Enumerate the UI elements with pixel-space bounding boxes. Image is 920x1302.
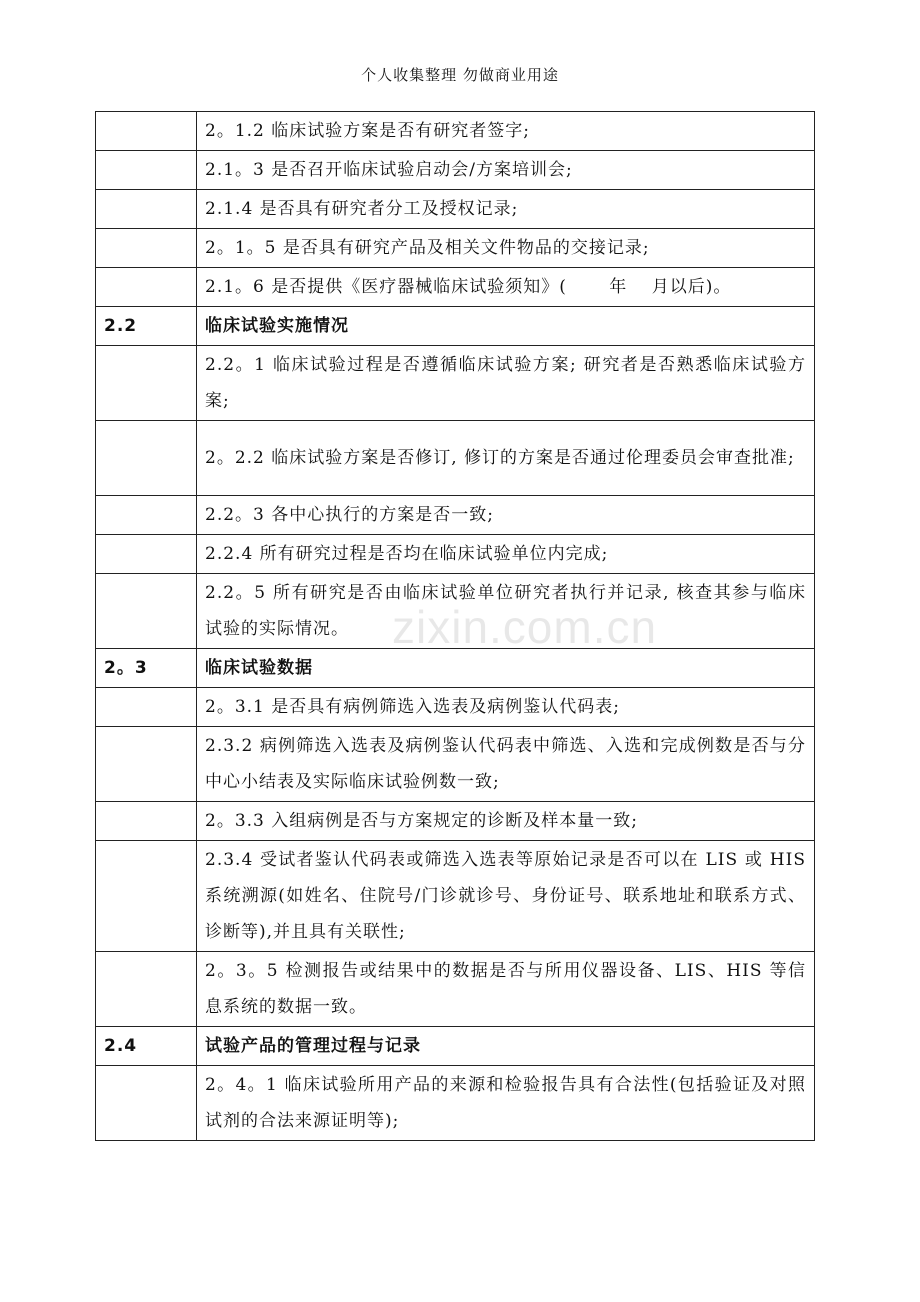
section-row [96, 1027, 815, 1066]
table-row [96, 151, 815, 190]
watermark: zixin.com.cn [392, 601, 658, 653]
item-number [96, 229, 197, 268]
item-text: 2.2。1 临床试验过程是否遵循临床试验方案; 研究者是否熟悉临床试验方案; [197, 346, 815, 421]
item-number [96, 574, 197, 649]
item-number [96, 190, 197, 229]
table-row [96, 841, 815, 952]
item-number [96, 268, 197, 307]
section-number: 2.4 [96, 1027, 197, 1066]
item-text: 2.1。6 是否提供《医疗器械临床试验须知》( 年 月以后)。 [197, 268, 815, 307]
item-number [96, 535, 197, 574]
item-text: 2.1。3 是否召开临床试验启动会/方案培训会; [197, 151, 815, 190]
item-number [96, 841, 197, 952]
table-row [96, 574, 815, 649]
item-text: 2.2。5 所有研究是否由临床试验单位研究者执行并记录, 核查其参与临床试验的实际情况。 [197, 574, 815, 649]
item-text: 2。1.2 临床试验方案是否有研究者签字; [197, 112, 815, 151]
item-text: 2。3.3 入组病例是否与方案规定的诊断及样本量一致; [197, 802, 815, 841]
table-row [96, 802, 815, 841]
item-text: 2。1。5 是否具有研究产品及相关文件物品的交接记录; [197, 229, 815, 268]
page-header: 个人收集整理 勿做商业用途 [361, 66, 559, 84]
item-number [96, 802, 197, 841]
item-text: 2.3.2 病例筛选入选表及病例鉴认代码表中筛选、入选和完成例数是否与分中心小结表及实际临床试验例数一致; [197, 727, 815, 802]
table-row [96, 268, 815, 307]
section-title: 临床试验数据 [197, 649, 815, 688]
item-number [96, 151, 197, 190]
table-row [96, 727, 815, 802]
item-text: 2.2。3 各中心执行的方案是否一致; [197, 496, 815, 535]
checklist-table [95, 111, 815, 1141]
table-row [96, 952, 815, 1027]
table-row [96, 229, 815, 268]
section-number: 2.2 [96, 307, 197, 346]
item-number [96, 496, 197, 535]
table-row [96, 496, 815, 535]
item-text: 2.3.4 受试者鉴认代码表或筛选入选表等原始记录是否可以在 LIS 或 HIS 系统溯源(如姓名、住院号/门诊就诊号、身份证号、联系地址和联系方式、诊断等),并且具有关联性; [197, 841, 815, 952]
table-row [96, 421, 815, 496]
item-text: 2.1.4 是否具有研究者分工及授权记录; [197, 190, 815, 229]
section-number: 2。3 [96, 649, 197, 688]
table-row [96, 535, 815, 574]
table-row [96, 112, 815, 151]
item-number [96, 952, 197, 1027]
table-row [96, 346, 815, 421]
item-text: 2。3.1 是否具有病例筛选入选表及病例鉴认代码表; [197, 688, 815, 727]
item-text: 2.2.4 所有研究过程是否均在临床试验单位内完成; [197, 535, 815, 574]
item-text: 2。4。1 临床试验所用产品的来源和检验报告具有合法性(包括验证及对照试剂的合法来源证明等); [197, 1066, 815, 1141]
item-number [96, 421, 197, 496]
table-row [96, 190, 815, 229]
section-title: 试验产品的管理过程与记录 [197, 1027, 815, 1066]
item-text: 2。2.2 临床试验方案是否修订, 修订的方案是否通过伦理委员会审查批准; [197, 421, 815, 496]
item-number [96, 346, 197, 421]
table-row [96, 688, 815, 727]
item-number [96, 688, 197, 727]
section-row [96, 307, 815, 346]
section-title: 临床试验实施情况 [197, 307, 815, 346]
item-number [96, 112, 197, 151]
section-row [96, 649, 815, 688]
table-row [96, 1066, 815, 1141]
item-number [96, 727, 197, 802]
item-number [96, 1066, 197, 1141]
item-text: 2。3。5 检测报告或结果中的数据是否与所用仪器设备、LIS、HIS 等信息系统的数据一致。 [197, 952, 815, 1027]
